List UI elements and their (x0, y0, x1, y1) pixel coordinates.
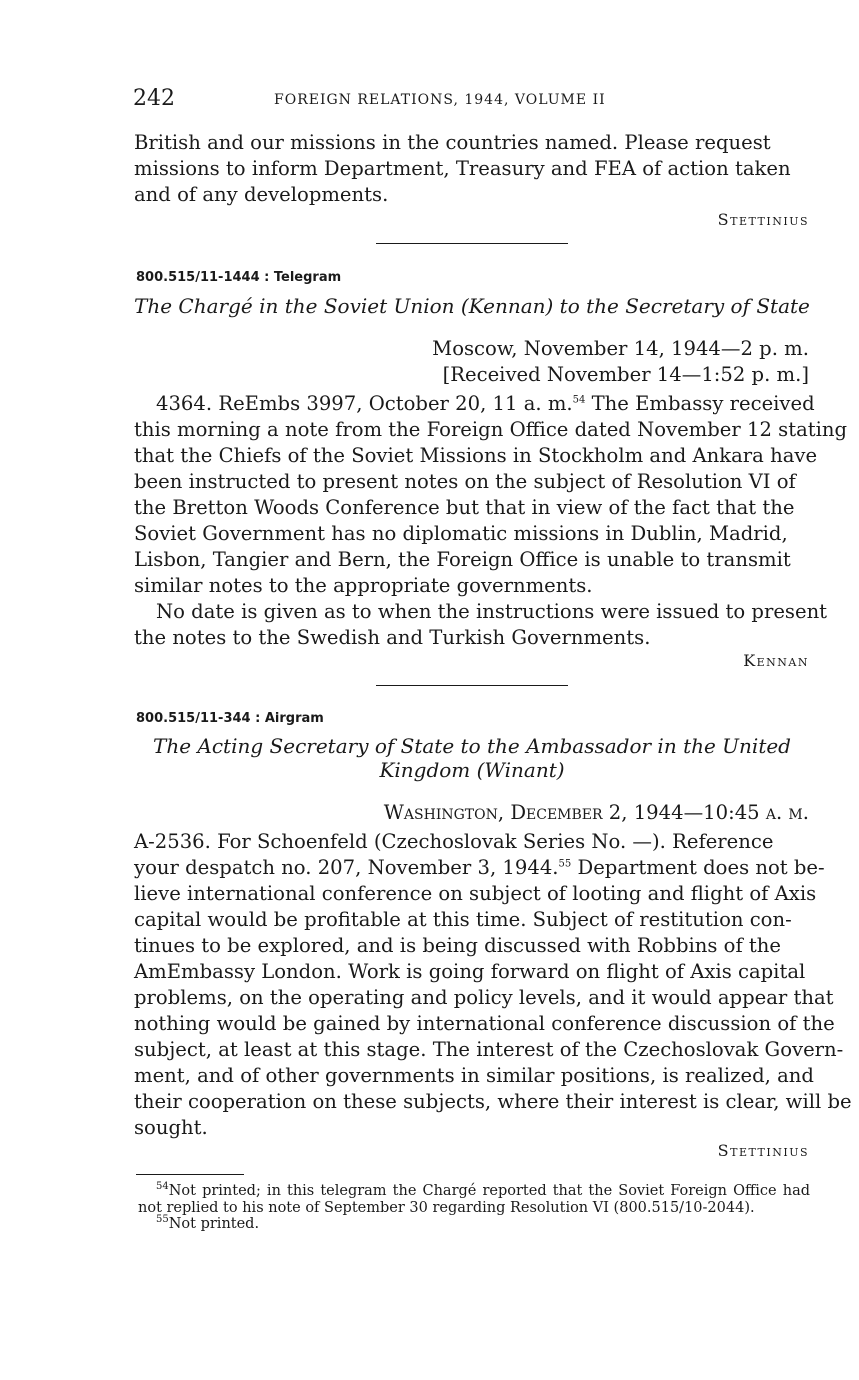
text-line: Soviet Government has no diplomatic missions in Dublin, Madrid, (134, 522, 788, 545)
text-fragment: your despatch no. 207, November 3, 1944. (134, 856, 559, 879)
text-line: their cooperation on these subjects, where their interest is clear, will be (134, 1090, 852, 1113)
section-divider (376, 243, 568, 244)
continuation-paragraph (134, 130, 810, 208)
file-reference: 800.515/11-344 : Airgram (136, 711, 324, 726)
telegram-body (134, 391, 848, 651)
footnote-mark: 55 (156, 1214, 169, 1226)
text-line: AmEmbassy London. Work is going forward on flight of Axis capital (134, 960, 806, 983)
footnote-divider (136, 1174, 244, 1175)
section-divider (376, 685, 568, 686)
footnote-text: Not printed; in this telegram the Chargé reported that the Soviet Foreign Office had not replied to his note of September 30 regarding Resolution VI (800.515/10-2044). (138, 1183, 810, 1216)
received-line: [Received November 14—1:52 p. m.] (442, 363, 809, 386)
title-line: Kingdom (Winant) (379, 758, 565, 782)
text-fragment: The Embassy received (585, 392, 815, 415)
footnotes (138, 1183, 810, 1233)
text-fragment: 4364. ReEmbs 3997, October 20, 11 a. m. (156, 392, 573, 415)
text-line (134, 391, 815, 417)
text-line: subject, at least at this stage. The interest of the Czechoslovak Govern- (134, 1038, 844, 1061)
dateline: Moscow, November 14, 1944—2 p. m. (432, 337, 809, 360)
text-line: sought. (134, 1116, 208, 1139)
text-line: similar notes to the appropriate governments. (134, 574, 593, 597)
text-line: British and our missions in the countries named. Please request (134, 131, 771, 154)
text-line: been instructed to present notes on the subject of Resolution VI of (134, 470, 796, 493)
footnote-54 (138, 1183, 810, 1216)
text-fragment: Department does not be- (571, 856, 825, 879)
document-title: The Chargé in the Soviet Union (Kennan) to the Secretary of State (134, 294, 810, 318)
footnote-ref-54[interactable]: 54 (572, 394, 586, 406)
text-line: problems, on the operating and policy levels, and it would appear that (134, 986, 834, 1009)
text-line: the notes to the Swedish and Turkish Governments. (134, 626, 651, 649)
text-line: tinues to be explored, and is being discussed with Robbins of the (134, 934, 782, 957)
text-line: Lisbon, Tangier and Bern, the Foreign Office is unable to transmit (134, 548, 791, 571)
title-line: The Acting Secretary of State to the Ambassador in the United (153, 734, 791, 758)
airgram-body (134, 829, 852, 1141)
footnote-55 (138, 1216, 810, 1233)
text-line (134, 855, 825, 881)
signature-stettinius-1: Stettinius (717, 210, 809, 229)
text-line: ment, and of other governments in similar positions, is realized, and (134, 1064, 814, 1087)
text-line: capital would be profitable at this time. Subject of restitution con- (134, 908, 792, 931)
footnote-ref-55[interactable]: 55 (558, 858, 572, 870)
text-line: A-2536. For Schoenfeld (Czechoslovak Series No. —). Reference (134, 830, 774, 853)
file-reference: 800.515/11-1444 : Telegram (136, 270, 342, 285)
page-header (133, 86, 813, 116)
dateline: Washington, December 2, 1944—10:45 a. m. (383, 801, 809, 824)
text-line: missions to inform Department, Treasury and FEA of action taken (134, 157, 791, 180)
text-line: the Bretton Woods Conference but that in view of the fact that the (134, 496, 795, 519)
text-line: that the Chiefs of the Soviet Missions in Stockholm and Ankara have (134, 444, 818, 467)
page-number: 242 (133, 86, 175, 111)
text-line: this morning a note from the Foreign Office dated November 12 stating (134, 418, 848, 441)
text-line: lieve international conference on subject of looting and flight of Axis (134, 882, 817, 905)
running-head: FOREIGN RELATIONS, 1944, VOLUME II (274, 92, 606, 108)
signature-stettinius-2: Stettinius (717, 1141, 809, 1160)
text-line: No date is given as to when the instructions were issued to present (156, 600, 828, 623)
document-title (134, 734, 810, 782)
signature-kennan: Kennan (743, 651, 809, 670)
text-line: and of any developments. (134, 183, 389, 206)
footnote-mark: 54 (156, 1181, 169, 1193)
footnote-text: Not printed. (168, 1216, 260, 1232)
text-line: nothing would be gained by international conference discussion of the (134, 1012, 835, 1035)
